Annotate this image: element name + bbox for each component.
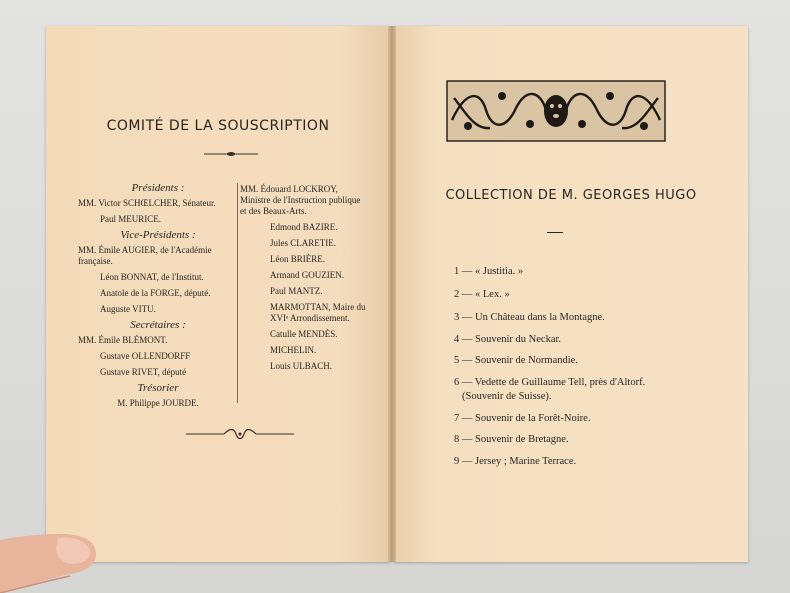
list-item: MICHELIN. [270, 345, 317, 355]
secretaires-heading: Secrétaires : [130, 319, 186, 331]
tail-ornament-icon [186, 428, 294, 440]
list-item: Paul MANTZ. [270, 286, 323, 296]
list-item: Paul MEURICE. [100, 214, 162, 224]
list-item: MM. Édouard LOCKROY, Ministre de l'Instruction publique et des Beaux-Arts. [240, 184, 361, 216]
list-item: Gustave RIVET, député [100, 367, 187, 377]
list-item: 3 — Un Château dans la Montagne. [454, 312, 605, 323]
list-item: Louis ULBACH. [270, 361, 333, 371]
list-item: Gustave OLLENDORFF [100, 351, 191, 361]
tresorier-heading: Trésorier [137, 382, 179, 394]
list-item: 2 — « Lex. » [454, 289, 510, 300]
presidents-heading: Présidents : [131, 182, 185, 194]
list-item: MM. Émile BLÉMONT. [78, 335, 168, 345]
officers-column [78, 180, 238, 414]
list-item: M. Philippe JOURDE. [117, 398, 199, 408]
vice-presidents-heading: Vice-Présidents : [120, 229, 196, 241]
list-item: 4 — Souvenir du Neckar. [454, 334, 562, 345]
list-item: Léon BRIÈRE. [270, 254, 325, 264]
list-item: Auguste VITU. [100, 304, 156, 314]
list-item: Catulle MENDÈS. [270, 329, 338, 339]
list-item: MM. Victor SCHŒLCHER, Sénateur. [78, 198, 216, 208]
list-item: Armand GOUZIEN. [270, 270, 344, 280]
rule-ornament-icon [204, 150, 258, 158]
list-item: 7 — Souvenir de la Forêt-Noire. [454, 413, 591, 424]
list-item: 1 — « Justitia. » [454, 266, 524, 277]
committee-title: COMITÉ DE LA SOUSCRIPTION [106, 118, 330, 134]
list-item: 6 — Vedette de Guillaume Tell, près d'Altorf. [454, 377, 646, 388]
collection-title: COLLECTION DE M. GEORGES HUGO [445, 188, 697, 203]
list-item: Anatole de la FORGE, député. [100, 288, 211, 298]
list-item: Jules CLARETIE. [270, 238, 336, 248]
list-item: MM. Émile AUGIER, de l'Académie française. [78, 245, 212, 266]
list-item: Léon BONNAT, de l'Institut. [100, 272, 204, 282]
list-item: MARMOTTAN, Maire du XVIᵉ Arrondissement. [270, 302, 366, 323]
list-item: Edmond BAZIRE. [270, 222, 338, 232]
floral-headpiece-icon [446, 80, 666, 142]
column-divider [237, 183, 238, 403]
short-rule [547, 232, 563, 233]
book-gutter [388, 26, 396, 562]
members-column [240, 184, 368, 377]
list-item: 9 — Jersey ; Marine Terrace. [454, 456, 577, 467]
list-item: (Souvenir de Suisse). [462, 391, 552, 402]
list-item: 5 — Souvenir de Normandie. [454, 355, 578, 366]
thumb-icon [0, 520, 110, 593]
list-item: 8 — Souvenir de Bretagne. [454, 434, 569, 445]
